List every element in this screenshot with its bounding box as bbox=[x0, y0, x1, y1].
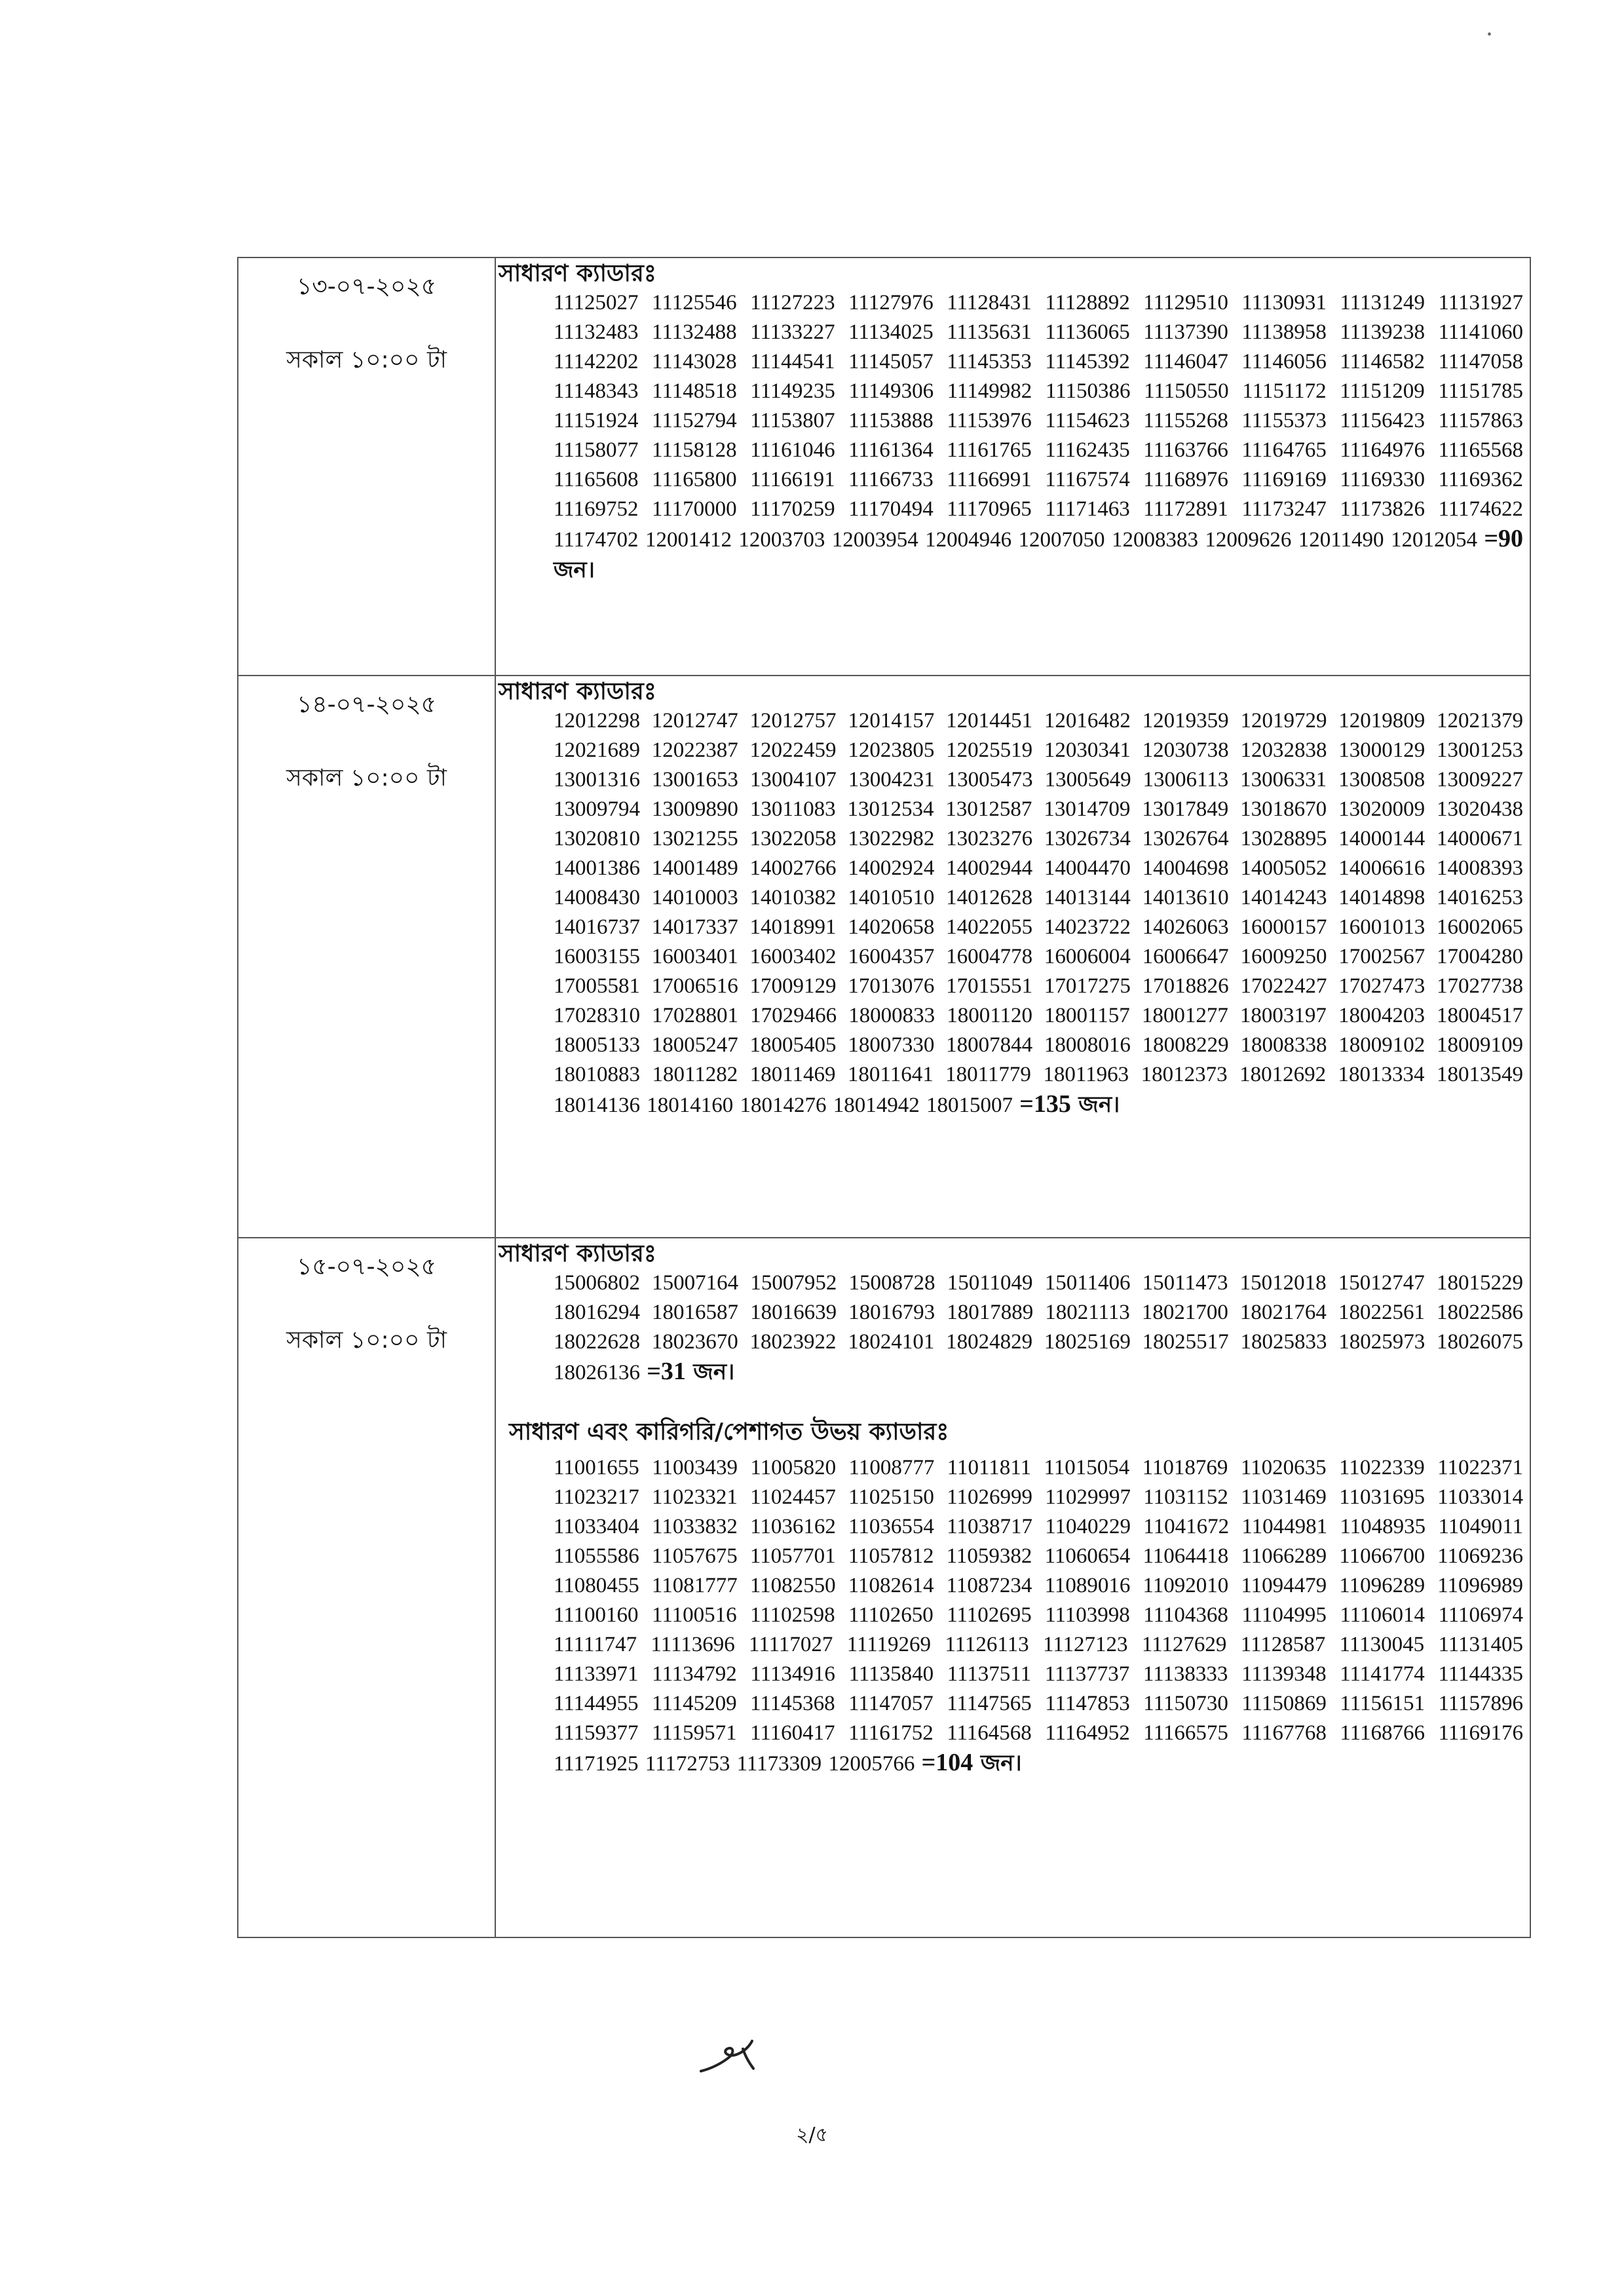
cadre-heading: সাধারণ ক্যাডারঃ bbox=[499, 678, 656, 705]
row-date-cell bbox=[238, 1238, 495, 1356]
row-date-cell bbox=[238, 676, 495, 794]
exam-date: ১৫-০৭-২০২৫ bbox=[296, 1253, 437, 1280]
roll-numbers: 12012298 12012747 12012757 12014157 12014451 12016482 12019359 12019729 12019809 12021379 12021689 12022387 12022459 12023805 12025519 12030341 12030738 12032838 13000129 13001253 13001316 13001653 13004107 13004231 13005473 13005649 13006113 13006331 13008508 13009227 13009794 13009890 13011083 13012534 13012587 13014709 13017849 13018670 13020009 13020438 13020810 13021255 13022058 13022982 13023276 13026734 13026764 13028895 14000144 14000671 14001386 14001489 14002766 14002924 14002944 14004470 14004698 14005052 14006616 14008393 14008430 14010003 14010382 14010510 14012628 14013144 14013610 14014243 14014898 14016253 14016737 14017337 14018991 14020658 14022055 14023722 14026063 16000157 16001013 16002065 16003155 16003401 16003402 16004357 16004778 16006004 16006647 16009250 17002567 17004280 17005581 17006516 17009129 17013076 17015551 17017275 17018826 17022427 17027473 17027738 17028310 17028801 17029466 18000833 18001120 18001157 18001277 18003197 18004203 18004517 18005133 18005247 18005405 18007330 18007844 18008016 18008229 18008338 18009102 18009109 18010883 18011282 18011469 18011641 18011779 18011963 18012373 18012692 18013334 18013549 18014136 18014160 18014276 18014942 18015007 =135 জন। bbox=[554, 709, 1523, 1118]
roll-numbers: 11125027 11125546 11127223 11127976 11128431 11128892 11129510 11130931 11131249 11131927 11132483 11132488 11133227 11134025 11135631 11136065 11137390 11138958 11139238 11141060 11142202 11143028 11144541 11145057 11145353 11145392 11146047 11146056 11146582 11147058 11148343 11148518 11149235 11149306 11149982 11150386 11150550 11151172 11151209 11151785 11151924 11152794 11153807 11153888 11153976 11154623 11155268 11155373 11156423 11157863 11158077 11158128 11161046 11161364 11161765 11162435 11163766 11164765 11164976 11165568 11165608 11165800 11166191 11166733 11166991 11167574 11168976 11169169 11169330 11169362 11169752 11170000 11170259 11170494 11170965 11171463 11172891 11173247 11173826 11174622 11174702 12001412 12003703 12003954 12004946 12007050 12008383 12009626 12011490 12012054 =90 জন। bbox=[554, 291, 1524, 583]
exam-time: সকাল ১০:০০ টা bbox=[286, 1327, 447, 1354]
roll-numbers: 15006802 15007164 15007952 15008728 15011049 15011406 15011473 15012018 15012747 18015229 18016294 18016587 18016639 18016793 18017889 18021113 18021700 18021764 18022561 18022586 18022628 18023670 18023922 18024101 18024829 18025169 18025517 18025833 18025973 18026075 18026136 =31 জন। bbox=[554, 1271, 1523, 1385]
schedule-table bbox=[237, 257, 1531, 1938]
exam-date: ১৪-০৭-২০২৫ bbox=[296, 691, 437, 718]
row-roll-cell bbox=[496, 676, 1530, 1120]
candidate-count: =104 জন। bbox=[921, 1749, 1022, 1776]
row-roll-cell bbox=[496, 1238, 1530, 1779]
candidate-count: =90 জন। bbox=[554, 525, 1524, 583]
cadre-heading: সাধারণ এবং কারিগরি/পেশাগত উভয় ক্যাডারঃ bbox=[509, 1419, 949, 1445]
signature-mark bbox=[697, 2034, 769, 2080]
row-date-cell bbox=[238, 258, 495, 376]
cadre-heading: সাধারণ ক্যাডারঃ bbox=[499, 1240, 656, 1267]
exam-date: ১৩-০৭-২০২৫ bbox=[296, 273, 437, 300]
scan-speck: • bbox=[1487, 28, 1492, 42]
page-number: ২/৫ bbox=[795, 2124, 829, 2146]
candidate-count: =31 জন। bbox=[647, 1358, 735, 1385]
exam-time: সকাল ১০:০০ টা bbox=[286, 765, 447, 791]
roll-numbers: 11001655 11003439 11005820 11008777 11011811 11015054 11018769 11020635 11022339 11022371 11023217 11023321 11024457 11025150 11026999 11029997 11031152 11031469 11031695 11033014 11033404 11033832 11036162 11036554 11038717 11040229 11041672 11044981 11048935 11049011 11055586 11057675 11057701 11057812 11059382 11060654 11064418 11066289 11066700 11069236 11080455 11081777 11082550 11082614 11087234 11089016 11092010 11094479 11096289 11096989 11100160 11100516 11102598 11102650 11102695 11103998 11104368 11104995 11106014 11106974 11111747 11113696 11117027 11119269 11126113 11127123 11127629 11128587 11130045 11131405 11133971 11134792 11134916 11135840 11137511 11137737 11138333 11139348 11141774 11144335 11144955 11145209 11145368 11147057 11147565 11147853 11150730 11150869 11156151 11157896 11159377 11159571 11160417 11161752 11164568 11164952 11166575 11167768 11168766 11169176 11171925 11172753 11173309 12005766 =104 জন। bbox=[554, 1456, 1523, 1776]
candidate-count: =135 জন। bbox=[1019, 1090, 1120, 1118]
exam-time: সকাল ১০:০০ টা bbox=[286, 347, 447, 373]
row-roll-cell bbox=[496, 258, 1530, 586]
cadre-heading: সাধারণ ক্যাডারঃ bbox=[499, 260, 656, 287]
